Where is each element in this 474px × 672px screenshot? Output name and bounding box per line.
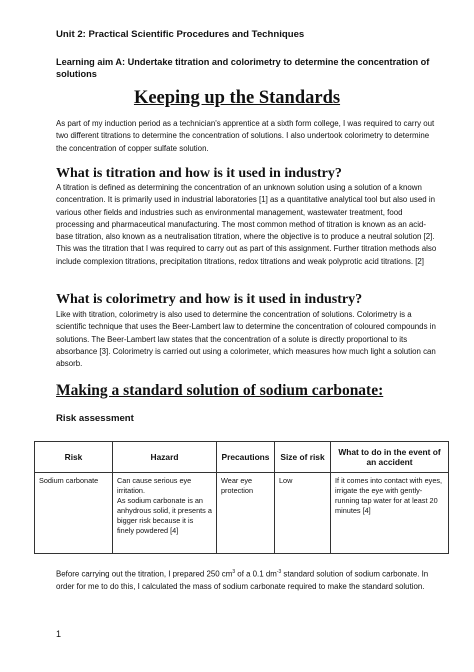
- table-header-row: [35, 442, 449, 473]
- cell-hazard: [113, 473, 217, 554]
- cell-size-of-risk: Low: [275, 473, 331, 554]
- intro-paragraph: As part of my induction period as a technician's apprentice at a sixth form college, I was required to carry out two different titrations to determine the concentration of solutions. I also undertook colorimetry to determine the concentration of copper sulfate solution.: [56, 119, 435, 153]
- header-precautions: Precautions: [217, 442, 275, 473]
- hazard-line-2: As sodium carbonate is an anhydrous solid, it presents a bigger risk because it is finely powdered [4]: [117, 496, 212, 535]
- header-accident-action: What to do in the event of an accident: [331, 442, 449, 473]
- header-size-of-risk: Size of risk: [275, 442, 331, 473]
- standard-solution-heading: Making a standard solution of sodium carbonate:: [56, 382, 384, 399]
- learning-aim-heading: Learning aim A: Undertake titration and colorimetry to determine the concentration of solutions: [56, 57, 430, 79]
- document-title: Keeping up the Standards: [133, 88, 341, 108]
- header-hazard: Hazard: [113, 442, 217, 473]
- colorimetry-paragraph: Like with titration, colorimetry is also used to determine the concentration of solutions. Colorimetry is a scientific technique that uses the Beer-Lambert law to determine the concentration of coloured compounds in solutions. The Beer-Lambert law states that the concentration of a solute is directly proportional to its absorbance [3]. Colorimetry is carried out using a colorimeter, which measures how much light a solution can absorb.: [56, 310, 436, 369]
- titration-paragraph: A titration is defined as determining the concentration of an unknown solution using a solution of a known concentration. It is primarily used in industrial laboratories [1] as a quantitative analytical tool but also used in various other fields and industries such as environmental management, wastewater treatment, food processing and pharmaceutical manufacturing. The most common method of titration is known as an acid-base titration, also known as a neutralisation titration, where the objective is to produce a neutral solution [2]. This was the titration that I was required to carry out as part of this assignment. Further titration methods also include complexion titrations, precipitation titrations, redox titrations and weak polyprotic acid titrations. [2]: [56, 183, 437, 266]
- page-number: 1: [56, 629, 62, 639]
- cell-precautions: Wear eye protection: [217, 473, 275, 554]
- colorimetry-heading: What is colorimetry and how is it used in industry?: [56, 292, 363, 307]
- titration-heading: What is titration and how is it used in industry?: [56, 166, 342, 181]
- header-risk: Risk: [35, 442, 113, 473]
- cell-risk: Sodium carbonate: [35, 473, 113, 554]
- unit-heading: Unit 2: Practical Scientific Procedures and Techniques: [56, 29, 305, 40]
- risk-assessment-heading: Risk assessment: [56, 413, 134, 424]
- risk-assessment-table: [34, 441, 449, 554]
- hazard-line-1: Can cause serious eye irritation.: [117, 476, 192, 495]
- table-row: [35, 473, 449, 554]
- cell-accident-action: If it comes into contact with eyes, irrigate the eye with gently-running tap water for at least 20 minutes [4]: [331, 473, 449, 554]
- standard-solution-paragraph: Before carrying out the titration, I prepared 250 $cm^3$ of a 0.1 $dm^{-3}$ standard solution of sodium carbonate. In order for me to do this, I calculated the mass of sodium carbonate required to make the standard solution.: [56, 569, 429, 591]
